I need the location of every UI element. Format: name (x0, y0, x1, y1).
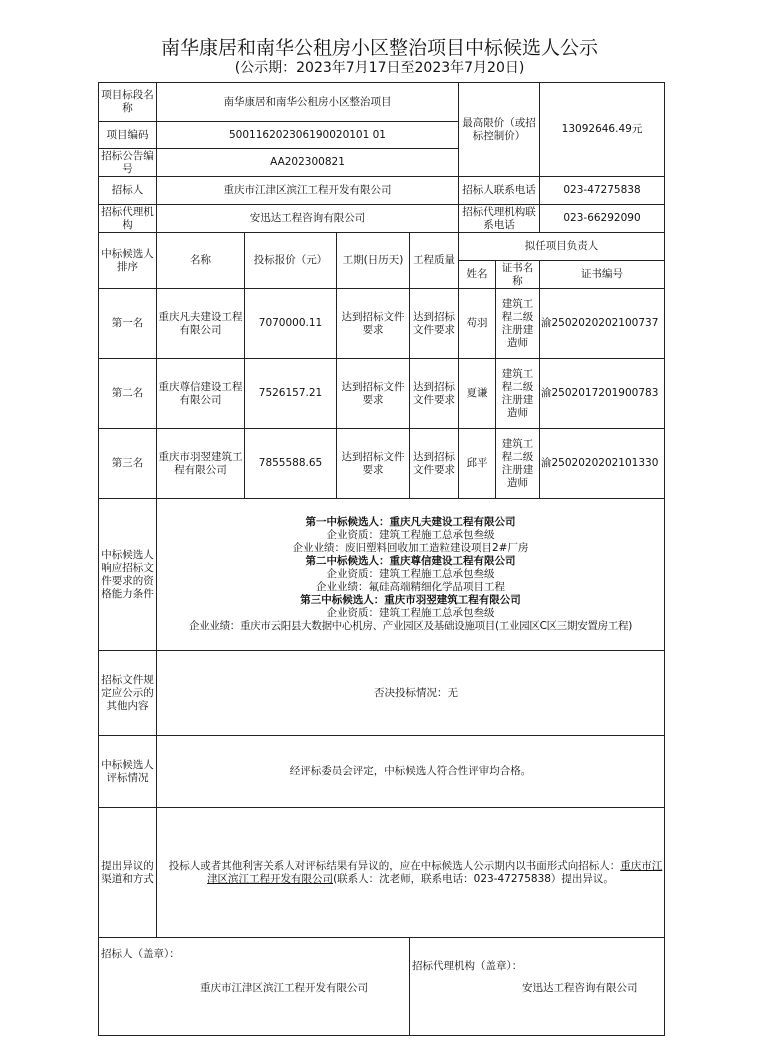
notice-code-label: 招标公告编号 (99, 149, 157, 177)
duration-cell: 达到招标文件要求 (337, 359, 410, 429)
evaluation-value: 经评标委员会评定，中标候选人符合性评审均合格。 (157, 736, 665, 808)
qualification-line: 企业资质：建筑工程施工总承包叁级 (326, 529, 495, 541)
manager-cell: 苟羽 (459, 289, 496, 359)
project-name-label: 项目标段名称 (99, 83, 157, 122)
cert-name-cell: 建筑工程二级注册建造师 (496, 289, 540, 359)
cert-no-header: 证书编号 (540, 261, 665, 289)
company-cell: 重庆凡夫建设工程有限公司 (157, 289, 245, 359)
max-price-label: 最高限价（或招标控制价） (459, 83, 540, 177)
tenderer-seal-cell (99, 938, 410, 1036)
objection-text: 投标人或者其他利害关系人对评标结果有异议的，应在中标候选人公示期内以书面形式向招标人： (168, 859, 621, 872)
cert-name-cell: 建筑工程二级注册建造师 (496, 359, 540, 429)
cert-no-cell: 渝2502020202101330 (540, 429, 665, 499)
table-row (99, 429, 665, 499)
qualification-line: 企业业绩：氟硅高端精细化学品项目工程 (316, 581, 505, 593)
tenderer-value: 重庆市江津区滨江工程开发有限公司 (157, 177, 459, 205)
qualification-line: 企业业绩：重庆市云阳县大数据中心机房、产业园区及基础设施项目(工业园区C区三期安置房工程) (188, 620, 633, 632)
rank-header: 中标候选人排序 (99, 233, 157, 289)
qualification-line: 企业资质：建筑工程施工总承包叁级 (326, 568, 495, 580)
name-header: 名称 (157, 233, 245, 289)
other-content-value: 否决投标情况：无 (157, 651, 665, 736)
other-content-label: 招标文件规定应公示的其他内容 (99, 651, 157, 736)
max-price-value: 13092646.49元 (540, 83, 665, 177)
agent-seal-cell (410, 938, 665, 1036)
agent-label: 招标代理机构 (99, 205, 157, 233)
table-row (99, 289, 665, 359)
price-cell: 7855588.65 (245, 429, 337, 499)
announcement-table (98, 82, 665, 1036)
page-title: 南华康居和南华公租房小区整治项目中标候选人公示 (160, 37, 598, 59)
table-row (99, 359, 665, 429)
objection-content (157, 808, 665, 938)
qualifications-label: 中标候选人响应招标文件要求的资格能力条件 (99, 499, 157, 651)
quality-cell: 达到招标文件要求 (410, 429, 459, 499)
tenderer-seal-label: 招标人（盖章）： (101, 948, 180, 960)
rank-cell: 第一名 (99, 289, 157, 359)
cert-name-cell: 建筑工程二级注册建造师 (496, 429, 540, 499)
manager-cell: 夏谦 (459, 359, 496, 429)
tenderer-label: 招标人 (99, 177, 157, 205)
agent-phone-label: 招标代理机构联系电话 (459, 205, 540, 233)
project-code-value: 500116202306190020101 01 (157, 122, 459, 149)
tenderer-seal-name: 重庆市江津区滨江工程开发有限公司 (200, 982, 368, 994)
qualification-line: 企业业绩：废旧塑料回收加工造粒建设项目2#厂房 (292, 542, 529, 554)
duration-cell: 达到招标文件要求 (337, 289, 410, 359)
cert-name-header: 证书名称 (496, 261, 540, 289)
quality-cell: 达到招标文件要求 (410, 359, 459, 429)
qualifications-content (157, 499, 665, 651)
manager-name-header: 姓名 (459, 261, 496, 289)
tenderer-phone-value: 023-47275838 (540, 177, 665, 205)
agent-phone-value: 023-66292090 (540, 205, 665, 233)
qualification-line: 第一中标候选人：重庆凡夫建设工程有限公司 (305, 516, 516, 528)
publicity-period: (公示期：2023年7月17日至2023年7月20日) (234, 60, 525, 76)
project-name-value: 南华康居和南华公租房小区整治项目 (157, 83, 459, 122)
price-cell: 7070000.11 (245, 289, 337, 359)
objection-company: 重庆市江津区滨江工程开发有限公司 (207, 859, 663, 885)
manager-header: 拟任项目负责人 (459, 233, 665, 261)
agent-seal-label: 招标代理机构（盖章）： (412, 960, 523, 972)
cert-no-cell: 渝2502017201900783 (540, 359, 665, 429)
quality-header: 工程质量 (410, 233, 459, 289)
qualification-line: 第三中标候选人：重庆市羽翌建筑工程有限公司 (300, 594, 521, 606)
agent-value: 安迅达工程咨询有限公司 (157, 205, 459, 233)
tenderer-phone-label: 招标人联系电话 (459, 177, 540, 205)
price-cell: 7526157.21 (245, 359, 337, 429)
price-header: 投标报价（元） (245, 233, 337, 289)
cert-no-cell: 渝2502020202100737 (540, 289, 665, 359)
qualification-line: 企业资质：建筑工程施工总承包叁级 (326, 607, 495, 619)
qualification-line: 第二中标候选人：重庆尊信建设工程有限公司 (305, 555, 516, 567)
objection-label: 提出异议的渠道和方式 (99, 808, 157, 938)
evaluation-label: 中标候选人评标情况 (99, 736, 157, 808)
company-cell: 重庆尊信建设工程有限公司 (157, 359, 245, 429)
project-code-label: 项目编码 (99, 122, 157, 149)
quality-cell: 达到招标文件要求 (410, 289, 459, 359)
duration-cell: 达到招标文件要求 (337, 429, 410, 499)
objection-contact: (联系人：沈老师，联系电话：023-47275838）提出异议。 (333, 872, 614, 885)
rank-cell: 第二名 (99, 359, 157, 429)
agent-seal-name: 安迅达工程咨询有限公司 (522, 982, 638, 994)
manager-cell: 邱平 (459, 429, 496, 499)
rank-cell: 第三名 (99, 429, 157, 499)
duration-header: 工期(日历天) (337, 233, 410, 289)
company-cell: 重庆市羽翌建筑工程有限公司 (157, 429, 245, 499)
notice-code-value: AA202300821 (157, 149, 459, 177)
